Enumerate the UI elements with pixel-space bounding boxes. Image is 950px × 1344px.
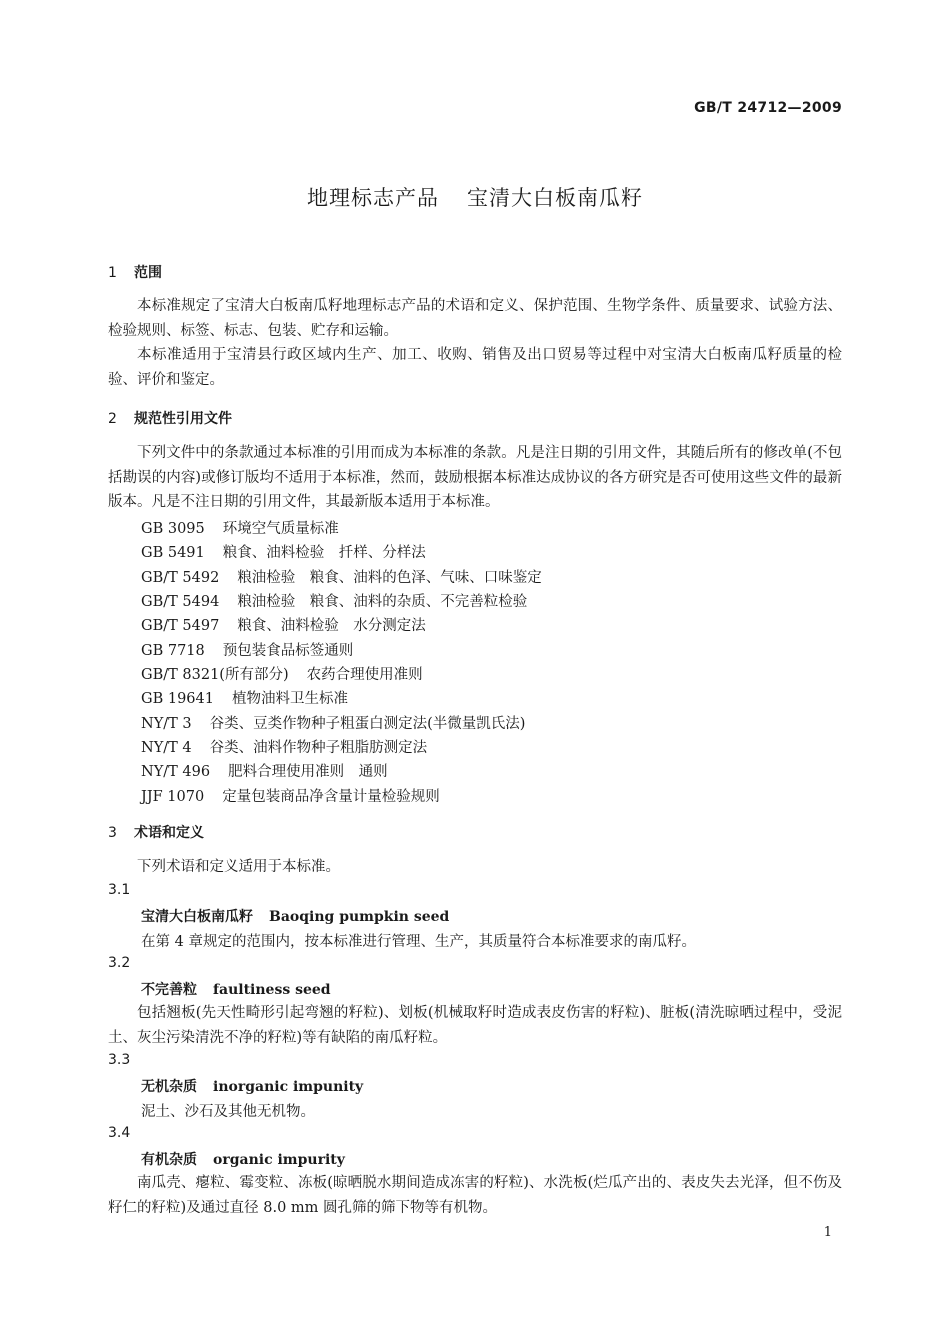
term-definition: 泥土、沙石及其他无机物。 xyxy=(141,1104,315,1120)
reference-code: GB 5491 xyxy=(141,545,205,561)
document-title xyxy=(0,182,950,212)
reference-item xyxy=(141,639,353,660)
reference-item xyxy=(141,663,423,684)
reference-code: NY/T 4 xyxy=(141,740,192,756)
term-en: organic impurity xyxy=(213,1152,345,1168)
reference-code: NY/T 3 xyxy=(141,716,192,732)
term-definition: 在第 4 章规定的范围内，按本标准进行管理、生产，其质量符合本标准要求的南瓜籽。 xyxy=(141,934,696,950)
term-en: faultiness seed xyxy=(213,982,331,998)
reference-title: 预包装食品标签通则 xyxy=(222,643,354,659)
term-zh: 有机杂质 xyxy=(141,1152,197,1168)
term-en: inorganic impunity xyxy=(213,1079,364,1095)
reference-item xyxy=(141,614,426,635)
reference-title: 谷类、豆类作物种子粗蛋白测定法(半微量凯氏法) xyxy=(209,716,526,732)
section-1-paragraph-2: 本标准适用于宝清县行政区域内生产、加工、收购、销售及出口贸易等过程中对宝清大白板南瓜籽质量的检验、评价和鉴定。 xyxy=(108,347,842,388)
section-number: 2 xyxy=(108,411,117,427)
reference-item xyxy=(141,687,348,708)
term-zh: 不完善粒 xyxy=(141,982,197,998)
term-en: Baoqing pumpkin seed xyxy=(269,909,450,925)
reference-code: GB/T 5494 xyxy=(141,594,220,610)
reference-title: 定量包装商品净含量计量检验规则 xyxy=(222,789,440,805)
term-number: 3.4 xyxy=(108,1125,131,1141)
reference-code: NY/T 496 xyxy=(141,764,211,780)
term-heading xyxy=(141,1149,345,1169)
reference-code: GB/T 5492 xyxy=(141,570,220,586)
section-number: 1 xyxy=(108,265,117,281)
title-part-2: 宝清大白板南瓜籽 xyxy=(467,186,643,210)
term-definition: 包括翘板(先天性畸形引起弯翘的籽粒)、划板(机械取籽时造成表皮伤害的籽粒)、脏板(清洗晾晒过程中，受泥土、灰尘污染清洗不净的籽粒)等有缺陷的南瓜籽粒。 xyxy=(108,1005,842,1046)
reference-code: GB 3095 xyxy=(141,521,205,537)
term-number: 3.3 xyxy=(108,1052,131,1068)
reference-title: 农药合理使用准则 xyxy=(306,667,423,683)
term-zh: 无机杂质 xyxy=(141,1079,197,1095)
section-2-intro: 下列文件中的条款通过本标准的引用而成为本标准的条款。凡是注日期的引用文件，其随后所有的修改单(不包括勘误的内容)或修订版均不适用于本标准，然而，鼓励根据本标准达成协议的各方研究是否可使用这些文件的最新版本。凡是不注日期的引用文件，其最新版本适用于本标准。 xyxy=(108,445,842,510)
reference-title: 植物油料卫生标准 xyxy=(231,691,348,707)
reference-code: GB 19641 xyxy=(141,691,214,707)
section-number: 3 xyxy=(108,825,117,841)
section-title: 规范性引用文件 xyxy=(134,411,232,427)
section-1-paragraph-1: 本标准规定了宝清大白板南瓜籽地理标志产品的术语和定义、保护范围、生物学条件、质量要求、试验方法、检验规则、标签、标志、包装、贮存和运输。 xyxy=(108,298,842,339)
reference-title: 粮油检验 粮食、油料的色泽、气味、口味鉴定 xyxy=(237,570,542,586)
term-number: 3.2 xyxy=(108,955,131,971)
section-title: 术语和定义 xyxy=(134,825,204,841)
reference-item xyxy=(141,566,542,587)
reference-code: GB/T 5497 xyxy=(141,618,220,634)
reference-code: GB 7718 xyxy=(141,643,205,659)
standard-code: GB/T 24712—2009 xyxy=(694,100,842,116)
reference-title: 环境空气质量标准 xyxy=(222,521,339,537)
term-definition: 南瓜壳、瘪粒、霉变粒、冻板(晾晒脱水期间造成冻害的籽粒)、水洗板(烂瓜产出的、表皮失去光泽，但不伤及籽仁的籽粒)及通过直径 8.0 mm 圆孔筛的筛下物等有机物。 xyxy=(108,1175,842,1216)
reference-item xyxy=(141,517,339,538)
reference-code: GB/T 8321(所有部分) xyxy=(141,667,289,683)
reference-item xyxy=(141,785,440,806)
reference-title: 肥料合理使用准则 通则 xyxy=(228,764,388,780)
term-heading xyxy=(141,1076,363,1096)
reference-item xyxy=(141,541,426,562)
page-number: 1 xyxy=(823,1225,832,1240)
reference-item xyxy=(141,736,427,757)
reference-title: 谷类、油料作物种子粗脂肪测定法 xyxy=(209,740,428,756)
term-zh: 宝清大白板南瓜籽 xyxy=(141,909,253,925)
section-1-heading xyxy=(108,262,162,282)
reference-item xyxy=(141,712,525,733)
term-heading xyxy=(141,979,331,999)
reference-code: JJF 1070 xyxy=(141,789,205,805)
section-title: 范围 xyxy=(134,265,162,281)
reference-title: 粮食、油料检验 水分测定法 xyxy=(237,618,426,634)
title-part-1: 地理标志产品 xyxy=(307,186,439,210)
reference-title: 粮食、油料检验 扦样、分样法 xyxy=(222,545,426,561)
reference-item xyxy=(141,590,527,611)
section-3-intro: 下列术语和定义适用于本标准。 xyxy=(137,859,340,875)
reference-item xyxy=(141,760,388,781)
section-3-heading xyxy=(108,822,204,842)
reference-title: 粮油检验 粮食、油料的杂质、不完善粒检验 xyxy=(237,594,528,610)
term-number: 3.1 xyxy=(108,882,131,898)
term-heading xyxy=(141,906,449,926)
section-2-heading xyxy=(108,408,232,428)
